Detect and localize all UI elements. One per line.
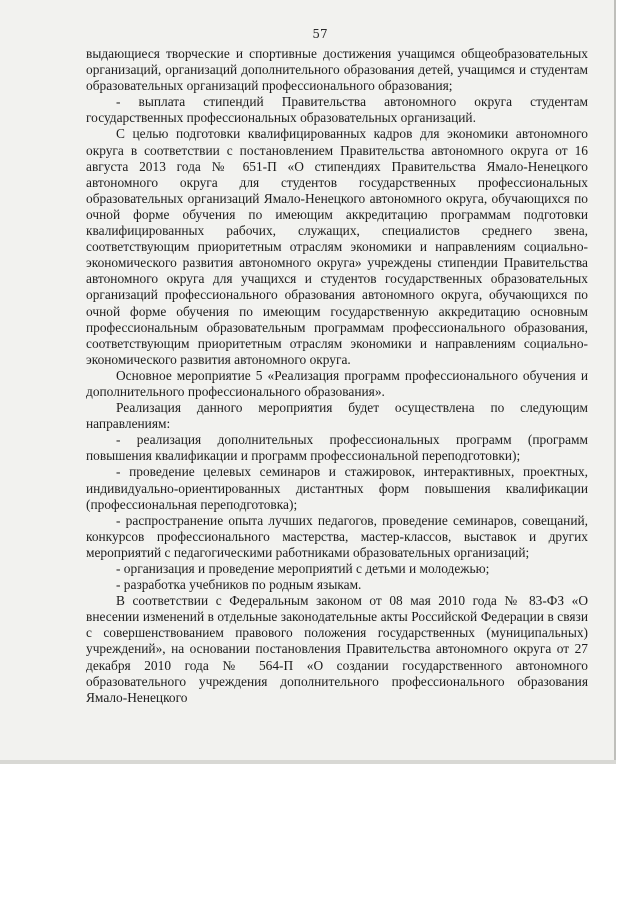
list-item: - распространение опыта лучших педагогов, проведение семинаров, совещаний, конкурсов профессионального мастерства, мастер-классов, выставок и других мероприятий с педагогическими работниками образовательных организаций; [86,512,588,560]
list-item: - разработка учебников по родным языкам. [116,577,362,593]
paragraph: выдающиеся творческие и спортивные достижения учащимся общеобразовательных организаций, организаций дополнительного образования детей, учащимся и студентам образовательных организаций профессионального образования; [86,46,588,94]
scan-edge-shadow [614,0,616,762]
paragraph: Основное мероприятие 5 «Реализация программ профессионального обучения и дополнительного профессионального образования». [86,367,588,399]
paragraph: - выплата стипендий Правительства автономного округа студентам государственных профессиональных образовательных организаций. [86,94,588,126]
paragraph: В соответствии с Федеральным законом от 08 мая 2010 года № 83-ФЗ «О внесении изменений в отдельные законодательные акты Российской Федерации в связи с совершенствованием правового положения государственных (муниципальных) учреждений», на основании постановления Правительства автономного округа от 27 декабря 2010 года № 564-П «О создании государственного автономного образовательного учреждения дополнительного профессионального образования Ямало-Ненецкого [86,593,588,705]
paragraph: Реализация данного мероприятия будет осуществлена по следующим направлениям: [86,400,588,432]
list-item: - реализация дополнительных профессиональных программ (программ повышения квалификации и программ профессиональной переподготовки); [86,432,588,464]
page-number: 57 [312,27,328,41]
paragraph: С целью подготовки квалифицированных кадров для экономики автономного округа в соответствии с постановлением Правительства автономного округа от 16 августа 2013 года № 651-П «О стипендиях Правительства Ямало-Ненецкого автономного округа для студентов государственных профессиональных образовательных организаций Ямало-Ненецкого автономного округа, обучающихся по очной форме обучения по имеющим аккредитацию программам подготовки квалифицированных рабочих, служащих, специалистов среднего звена, соответствующим приоритетным отраслям экономики и направлениям социально-экономического развития автономного округа» учреждены стипендии Правительства автономного округа для учащихся и студентов государственных образовательных организаций профессионального образования автономного округа, обучающихся по очной форме обучения по имеющим государственную аккредитацию основным профессиональным образовательным программам профессионального образования, соответствующим приоритетным отраслям экономики и направлениям социально-экономического развития автономного округа. [86,126,588,367]
body-text [86,46,588,706]
list-item: - проведение целевых семинаров и стажировок, интерактивных, проектных, индивидуально-ориентированных дистантных форм повышения квалификации (профессиональная переподготовка); [86,464,588,512]
list-item: - организация и проведение мероприятий с детьми и молодежью; [116,561,490,576]
scan-bottom-edge [0,760,616,764]
